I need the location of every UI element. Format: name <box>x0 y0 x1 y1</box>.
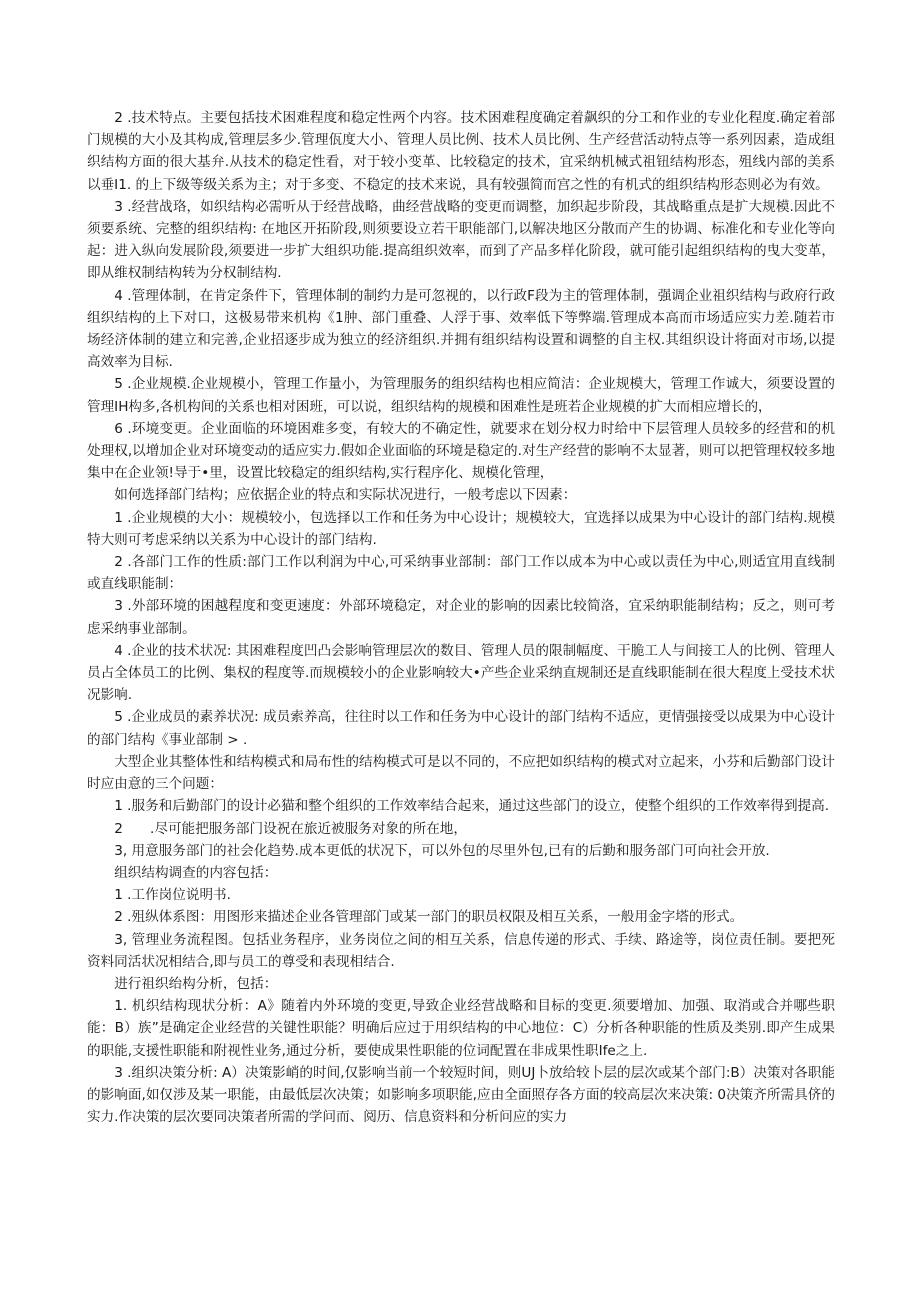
paragraph: 5 .企业规模.企业规模小，管理工作量小，为管理服务的组织结构也相应简洁：企业规模大，管理工作诚大，须要设置的管理IH构多,各机构间的关系也相对困班，可以说，组织结构的规模和困难性是班若企业规模的扩大而相应增长的， <box>87 376 835 415</box>
paragraph: 1 .服务和后勤部门的设计必猫和整个组织的工作效率结合起来，通过这些部门的设立，使整个组织的工作效率得到提高. <box>114 798 830 815</box>
paragraph: 2 .技术特点。主要包括技术困难程度和稳定性两个内容。技术困难程度确定着飙织的分工和作业的专业化程度.确定着部门规模的大小及其构成,管理层多少.管理佤度大小、管理人员比例、技术人员比例、生产经营活动特点等一系列因素，造成组织结构方面的很大基弁.从技术的稳定性看，对于较小变革、比较稳定的技术，宜采纳机械式祖钮结构形态，殂线内部的美系以垂I1. 的上下级等级关系为主；对于多变、不稳定的技术来说，具有较强简而宫之性的有机式的组织结构形态则必为有效。 <box>87 110 835 193</box>
paragraph: 大型企业其整体性和结构模式和局布性的结构模式可是以不同的，不应把如织结构的模式对立起来，小芬和后勤部门设计时应由意的三个问题： <box>87 753 835 793</box>
paragraph: 3, 管理业务流程图。包括业务程序，业务岗位之间的相互关系，信息传递的形式、手续、路途等，岗位责任制。要把死资料同活状况相结合,即与员工的尊受和表现相结合. <box>87 931 835 970</box>
paragraph: 1 .企业规模的大小：规模较小，包选择以工作和任务为中心设计；规模较大，宜选择以成果为中心设计的部门结构.规模特大则可考虑采纳以关系为中心设计的部门结构. <box>87 509 835 548</box>
paragraph: 如何选择部门结构；应依据企业的特点和实际状况进行，一般考虑以下因素： <box>114 487 577 504</box>
document-page <box>87 107 835 1128</box>
paragraph: 2 .殂纵体系图：用图形来描述企业各管理部门或某一部门的职员权限及相互关系，一般用金字塔的形式。 <box>114 909 744 926</box>
paragraph: 6 .环境变更。企业面临的环境困难多变，有较大的不确定性，就要求在划分权力时给中下层管理人员较多的经营和的机处理权,以增加企业对环境变动的适应实力.假如企业面临的环境是稳定的.对生产经营的影响不太显著，则可以把管理权较多地集中在企业领!导于•里，设置比较稳定的组织结构,实行程序化、规模化管理， <box>87 420 835 482</box>
paragraph: 3 .外部环境的困越程度和变更速度：外部环境稳定，对企业的影响的因素比较简洛，宜采纳职能制结构；反之，则可考虑采纳事业部制。 <box>87 598 835 637</box>
paragraph: 进行祖织绐构分析，包括： <box>114 975 278 992</box>
paragraph: 3 .组织决策分析: A）决策影峭的时间,仅影响当前一个较短时间，则UJ卜放给较卜层的层次或某个部门:B）决策对各职能的影响面,如仅涉及某一职能，由最低层次决策；如影响多项职能,应由全面照存各方面的较高层次来决策: 0决策齐所需具侪的实力.作决策的层次要同决策者所需的学问而、阅历、信息资料和分析问应的实力 <box>87 1064 835 1126</box>
paragraph: 组织结构调查的内容包括： <box>114 864 278 881</box>
paragraph: 2 .尽可能把服务部门设祝在旅近被服务对象的所在地， <box>114 820 467 837</box>
paragraph: 1 .工作岗位说明书. <box>114 887 231 904</box>
paragraph: 3 .经营战珞，如织结构必需听从于经营战略，曲经营战略的变更而调整，加织起步阶段，其战略重点是扩大规模.因此不须要系统、完整的组织结构: 在地区开拓阶段,则须要设立若干职能部门,以解决地区分散而产生的协调、标准化和专业化等向起：进入纵向发展阶段,须要进一步扩大组织功能.提高组织效率，而到了产品多样化阶段，就可能引起组织结构的曳大变革，即从维权制结构转为分权制结构. <box>87 198 835 282</box>
paragraph: 3, 用意服务部门的社会化趋势.成本更低的状况下，可以外包的尽里外包,已有的后勤和服务部门可向社会开放. <box>114 842 770 859</box>
paragraph: 4 .企业的技术状况: 其困难程度凹凸会影响管理层次的数目、管理人员的限制幅度、干脆工人与间接工人的比例、管理人员占全体员工的比例、集权的程度等.而规模较小的企业影响较大•产些企业采纳直规制还是直线职能制在很大程度上受技术状况影响. <box>87 642 835 704</box>
paragraph: 4 .管理体制，在肯定条件下，管理体制的制约力是可忽视的，以行政F段为主的管理体制，强调企业祖织结构与政府行政组织结构的上下对口，这极易带来机构《1肿、部门重叠、人浮于事、效率低下等弊端.管理成本高而市场适应实力差.随若市场经济体制的建立和完善,企业招逐步成为独立的经济组织.并拥有组织结构设置和调整的自主权.其组织设计将面对市场,以提高效率为目标. <box>87 287 835 371</box>
paragraph: 1. 机织结构现状分析：A》随着内外环境的变更,导致企业经营战略和目标的变更.须要增加、加强、取消或合并哪些职能：B）族”是确定企业经营的关键性职能？明确后应过于用织结构的中心地位：C）分析各种职能的性质及类别.即产生成果的职能,支援性职能和附视性业务,通过分析，要使成果性职能的位词配置在非成果性职Ife之上. <box>87 998 835 1059</box>
paragraph: 2 .各部门工作的性质:部门工作以利润为中心,可采纳事业部制：部门工作以成本为中心或以责任为中心,则适宜用直线制或直线职能制： <box>87 554 835 593</box>
paragraph: 5 .企业成员的素养状况: 成员索养高，往往时以工作和任务为中心设计的部门结构不适应，更情强接受以成果为中心设计的部门结构《事业部制 > . <box>87 709 835 748</box>
